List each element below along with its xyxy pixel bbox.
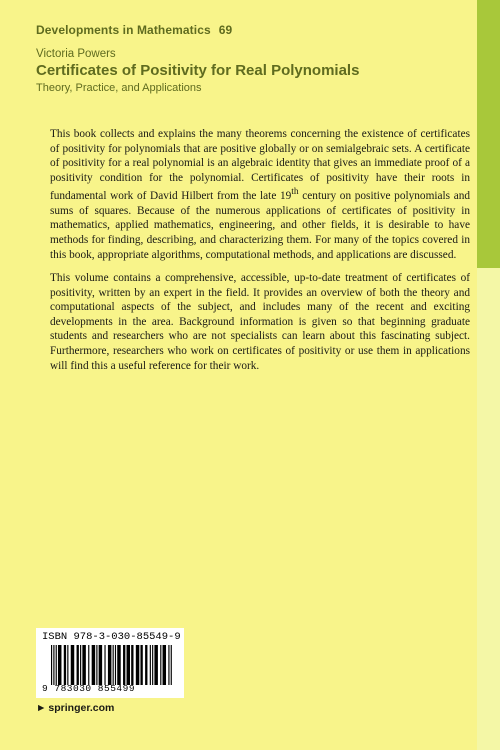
barcode-bar [88, 645, 89, 685]
series-volume: 69 [218, 23, 233, 37]
author-name: Victoria Powers [36, 48, 116, 60]
barcode-bar [96, 645, 97, 685]
barcode-bar [127, 645, 130, 685]
barcode-bar [140, 645, 142, 685]
barcode-bar [152, 645, 153, 685]
blurb-paragraph-1-start: This book collects and explains the many theorems concerning the existence of certificates of positivity for polynomials that are positive globally or on semialgebraic sets. A certificate of positivity for a real polynomial is an algebraic identity that gives an immediate proof of a positivity condition for the polynomial. Certificates of positivity have their roots in fundamental work of David Hilbert from the late 19 [50, 128, 470, 203]
cover-header [36, 23, 466, 94]
series-name: Developments in Mathematics [36, 23, 211, 37]
arrow-icon: ► [36, 702, 47, 714]
barcode-bars [50, 645, 174, 685]
blurb-paragraph-1 [50, 127, 470, 262]
barcode-digits: 9 783030 855499 [42, 683, 136, 694]
blurb-paragraph-1-end: century on positive polynomials and sums of squares. Because of the numerous applications of certificates of positivity in mathematics, applied mathematics, engineering, and other fields, it is desirable to have methods for finding, describing, and characterizing them. For many of the topics covered in this book, appropriate algorithms, computational methods, and applications are discussed. [50, 190, 471, 261]
blurb-paragraph-2: This volume contains a comprehensive, accessible, up-to-date treatment of certificates of positivity, written by an expert in the field. It provides an overview of both the theory and computational aspects of the subject, and includes many of the recent and exciting developments in the area. Background information is given so that beginning graduate students and researchers who are not specialists can learn about this fascinating subject. Furthermore, researchers who work on certificates of positivity or use them in applications will find this a useful reference for their work. [50, 272, 470, 372]
barcode-bar [80, 645, 81, 685]
blurb-superscript: th [291, 187, 299, 198]
barcode-bar [136, 645, 139, 685]
barcode-bar [145, 645, 147, 685]
barcode-bar [131, 645, 133, 685]
barcode-bar [53, 645, 54, 685]
barcode-bar [108, 645, 111, 685]
barcode-bar [104, 645, 105, 685]
barcode-bar [115, 645, 116, 685]
barcode-bar [99, 645, 102, 685]
barcode-bar [160, 645, 161, 685]
publisher-link[interactable] [36, 702, 114, 714]
barcode-bar [163, 645, 166, 685]
barcode-bar [171, 645, 172, 685]
barcode-bar [92, 645, 95, 685]
barcode-bar [67, 645, 68, 685]
barcode-bar [154, 645, 157, 685]
blurb [50, 127, 470, 382]
barcode-bar [168, 645, 169, 685]
publisher-url: springer.com [48, 702, 115, 714]
barcode-bar [77, 645, 79, 685]
barcode-bar [150, 645, 151, 685]
book-subtitle: Theory, Practice, and Applications [36, 82, 202, 94]
barcode-bar [51, 645, 52, 685]
side-color-strip [477, 0, 500, 750]
barcode-bar [123, 645, 125, 685]
barcode-bar [56, 645, 57, 685]
side-color-strip-accent [477, 0, 500, 268]
barcode-bar [113, 645, 114, 685]
barcode-bar [58, 645, 61, 685]
barcode-bar [117, 645, 120, 685]
series-line [36, 23, 466, 37]
barcode-bar [82, 645, 85, 685]
barcode-bar [71, 645, 74, 685]
barcode-bar [64, 645, 66, 685]
barcode-box [36, 628, 184, 698]
isbn-label: ISBN 978-3-030-85549-9 [42, 631, 181, 643]
book-title: Certificates of Positivity for Real Polynomials [36, 62, 360, 79]
